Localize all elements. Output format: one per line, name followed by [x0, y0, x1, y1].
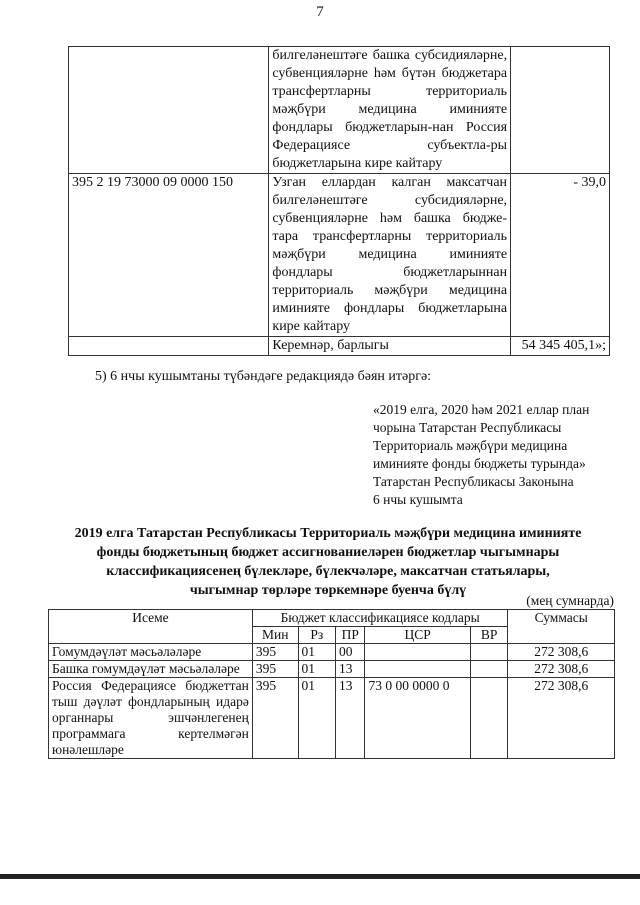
header-name: Исеме — [49, 610, 253, 644]
row-pr: 13 — [336, 661, 365, 678]
code-cell — [69, 47, 269, 174]
header-codes: Бюджет классификациясе кодлары — [252, 610, 508, 627]
row-sum: 272 308,6 — [508, 661, 615, 678]
name-cell: Керемнәр, барлыгы — [269, 337, 511, 356]
row-sum: 272 308,6 — [508, 644, 615, 661]
appendix-line: иминияте фонды бюджеты турында» — [373, 456, 586, 471]
appendix-header — [373, 401, 618, 509]
row-min: 395 — [252, 678, 298, 759]
header-sum: Суммасы — [508, 610, 615, 644]
row-min: 395 — [252, 644, 298, 661]
row-csr: 73 0 00 0000 0 — [365, 678, 470, 759]
row-csr — [365, 661, 470, 678]
table-row — [69, 174, 610, 337]
title-line: классификациясенең бүлекләре, бүлекчәләре, максатчан статьялары, — [106, 564, 550, 579]
title-line: 2019 елга Татарстан Республикасы Территориаль мәҗбүри медицина иминияте — [74, 526, 582, 541]
row-vr — [470, 678, 508, 759]
table-row — [69, 47, 610, 174]
sum-cell — [511, 47, 610, 174]
row-rz: 01 — [298, 661, 336, 678]
budget-allocation-table — [48, 609, 615, 759]
sum-cell: - 39,0 — [511, 174, 610, 337]
row-name: Гомумдәүләт мәсьәләләре — [49, 644, 253, 661]
appendix-line: чорына Татарстан Республикасы — [373, 420, 562, 435]
title-line: фонды бюджетының бюджет ассигнованиеләрен бюджетлар чыгымнары — [96, 545, 560, 560]
row-min: 395 — [252, 661, 298, 678]
row-rz: 01 — [298, 678, 336, 759]
document-title — [40, 524, 616, 600]
header-csr: ЦСР — [365, 627, 470, 644]
units-label: (мең сумнарда) — [526, 593, 614, 608]
row-rz: 01 — [298, 644, 336, 661]
page-number: 7 — [316, 4, 324, 20]
table-row — [49, 661, 615, 678]
row-name: Россия Федерациясе бюджеттан тыш дәүләт фондларының идарә органнары эшчәнлегенең программага кертелмәгән юнәлешләре — [49, 678, 253, 759]
table-row — [49, 678, 615, 759]
table-row-total — [69, 337, 610, 356]
sum-cell: 54 345 405,1»; — [511, 337, 610, 356]
item-5-text: 5) 6 нчы кушымтаны түбәндәге редакциядә бәян итәргә: — [95, 369, 432, 384]
name-cell: билгеләнештәге башка субсидияләрне, субвенцияләрне һәм бүтән бюджетара трансфертларны территориаль мәҗбүри медицина иминияте фондлары бюджетларын-нан Россия Федерациясе субъектла-ры бюджетларына кире кайтару — [269, 47, 511, 174]
row-name: Башка гомумдәүләт мәсьәләләре — [49, 661, 253, 678]
header-rz: Рз — [298, 627, 336, 644]
appendix-line: Татарстан Республикасы Законына — [373, 474, 574, 489]
header-vr: ВР — [470, 627, 508, 644]
row-vr — [470, 661, 508, 678]
appendix-line: 6 нчы кушымта — [373, 492, 463, 507]
appendix-line: Территориаль мәҗбүри медицина — [373, 438, 568, 453]
header-min: Мин — [252, 627, 298, 644]
code-cell: 395 2 19 73000 09 0000 150 — [69, 174, 269, 337]
code-cell — [69, 337, 269, 356]
appendix-line: «2019 елга, 2020 һәм 2021 еллар план — [373, 402, 590, 417]
scan-bottom-bar — [0, 874, 640, 879]
revenue-table — [68, 46, 610, 356]
table-row — [49, 644, 615, 661]
row-pr: 00 — [336, 644, 365, 661]
header-pr: ПР — [336, 627, 365, 644]
row-csr — [365, 644, 470, 661]
name-cell: Узган еллардан калган максатчан билгеләнештәге субсидияләрне, субвенцияләрне һәм башка бюдже-тара трансфертларны территориаль мәҗбүри медицина иминияте фондлары бюджетларыннан территориаль мәҗбүри медицина иминияте фондлары бюджетларына кире кайтару — [269, 174, 511, 337]
row-pr: 13 — [336, 678, 365, 759]
title-line: чыгымнар төрләре төркемнәре буенча бүлү — [189, 583, 467, 598]
row-vr — [470, 644, 508, 661]
table-header-row — [49, 610, 615, 627]
row-sum: 272 308,6 — [508, 678, 615, 759]
